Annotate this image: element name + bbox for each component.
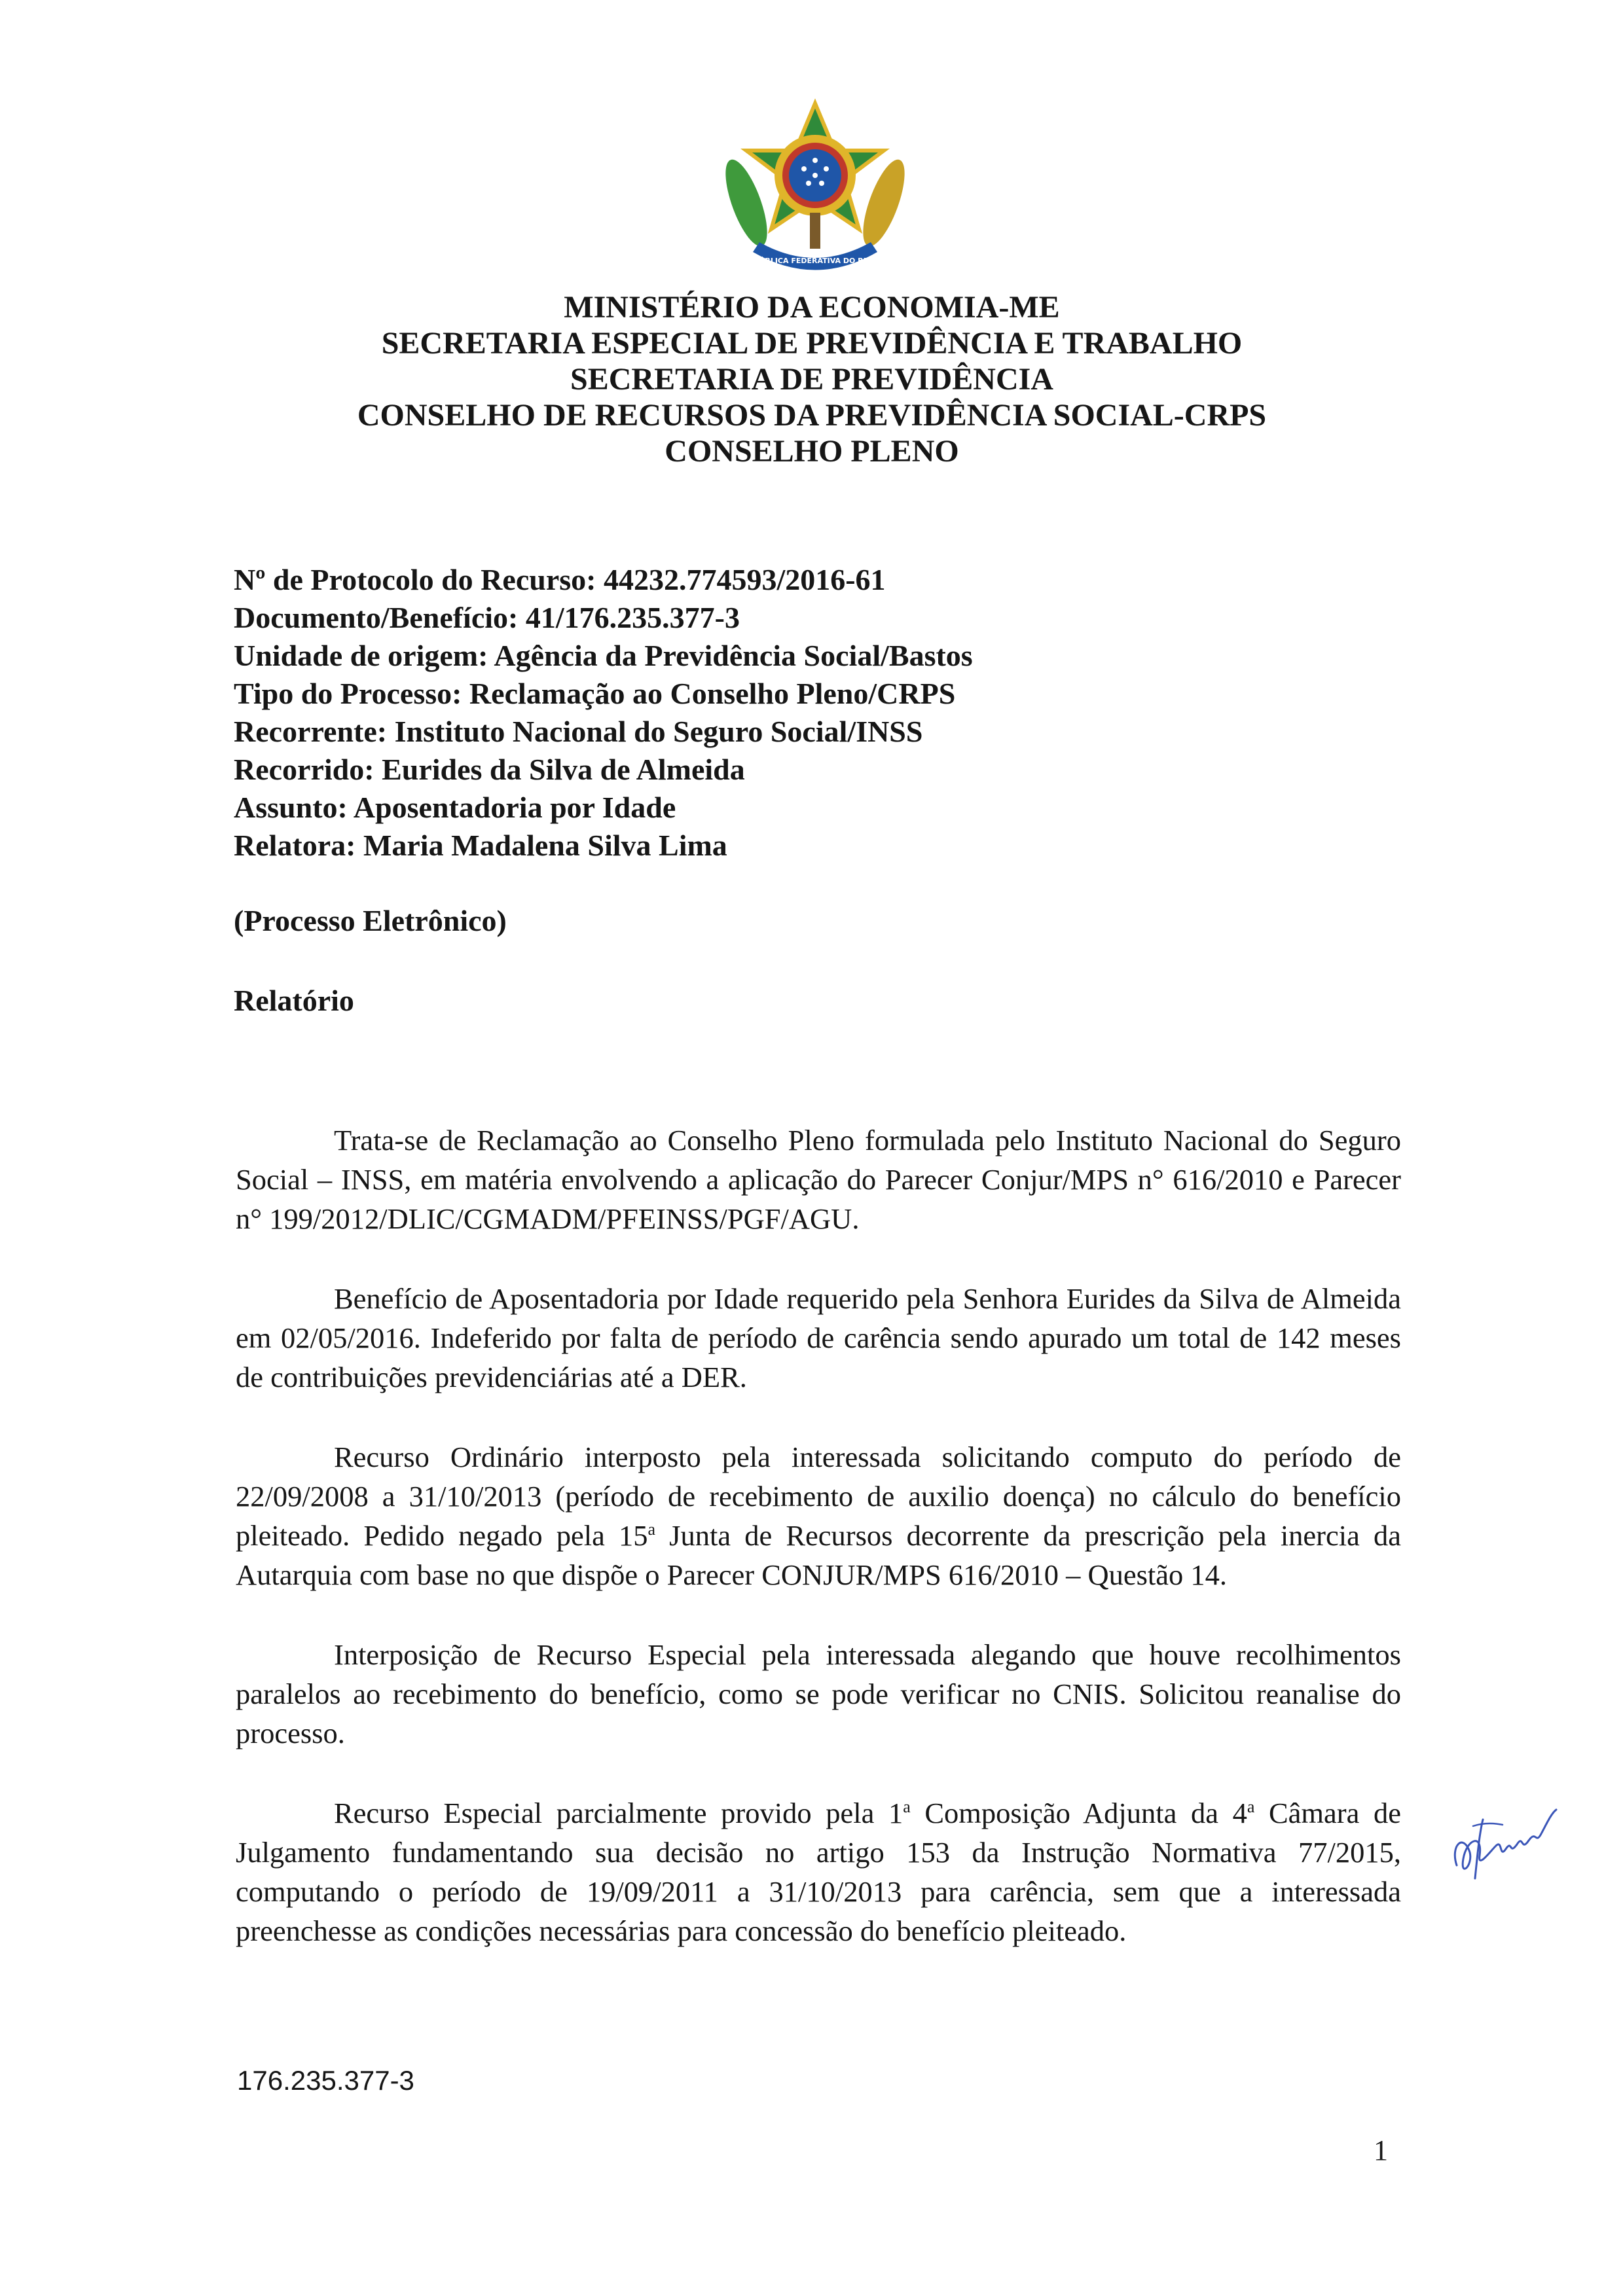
paragraph-3-part-b: Junta de Recursos decorrente da prescrição pela inercia da Autarquia com base no que dispõe o Parecer CONJUR/MPS 616/2010 – Questão 14. <box>236 1519 1401 1591</box>
emblem-left-branch <box>720 155 776 251</box>
coat-of-arms-icon <box>720 98 910 295</box>
electronic-process-label: (Processo Eletrônico) <box>234 904 507 937</box>
meta-subject: Assunto: Aposentadoria por Idade <box>234 791 676 824</box>
ordinal-superscript: a <box>903 1797 911 1817</box>
paragraph-3 <box>236 1437 1401 1594</box>
ordinal-superscript: a <box>1247 1797 1255 1817</box>
document-header <box>196 289 1427 469</box>
page-number: 1 <box>1374 2134 1388 2166</box>
meta-appellee: Recorrido: Eurides da Silva de Almeida <box>234 753 745 786</box>
ordinal-superscript: a <box>647 1520 656 1539</box>
header-secretariat: SECRETARIA DE PREVIDÊNCIA <box>570 362 1053 397</box>
meta-protocol: Nº de Protocolo do Recurso: 44232.774593/2016-61 <box>234 563 886 596</box>
emblem-right-branch <box>854 155 910 251</box>
meta-document: Documento/Benefício: 41/176.235.377-3 <box>234 601 740 634</box>
meta-rapporteur: Relatora: Maria Madalena Silva Lima <box>234 829 727 862</box>
process-metadata <box>234 561 973 865</box>
paragraph-3-part-a: Recurso Ordinário interposto pela interessada solicitando computo do período de 22/09/2008 a 31/10/2013 (período de recebimento de auxilio doença) no cálculo do benefício pleiteado. Pedido negado pela 15 <box>236 1441 1401 1552</box>
paragraph-5-part-a: Recurso Especial parcialmente provido pela 1 <box>334 1797 903 1829</box>
report-body <box>236 1121 1401 1991</box>
paragraph-5-part-b: Composição Adjunta da 4 <box>910 1797 1247 1829</box>
handwritten-signature <box>1444 1793 1561 1892</box>
report-heading: Relatório <box>234 984 354 1017</box>
header-council: CONSELHO DE RECURSOS DA PREVIDÊNCIA SOCIAL-CRPS <box>357 398 1267 433</box>
paragraph-1: Trata-se de Reclamação ao Conselho Pleno formulada pelo Instituto Nacional do Seguro Social – INSS, em matéria envolvendo a aplicação do Parecer Conjur/MPS n° 616/2010 e Parecer n° 199/2012/DLIC/CGMADM/PFEINSS/PGF/AGU. <box>236 1124 1401 1235</box>
meta-process-type: Tipo do Processo: Reclamação ao Conselho Pleno/CRPS <box>234 677 956 710</box>
header-plenary: CONSELHO PLENO <box>665 434 959 469</box>
header-special-secretariat: SECRETARIA ESPECIAL DE PREVIDÊNCIA E TRABALHO <box>381 326 1243 361</box>
emblem-sword <box>810 213 820 249</box>
meta-origin-unit: Unidade de origem: Agência da Previdência Social/Bastos <box>234 639 973 672</box>
paragraph-5-part-c: Câmara de Julgamento fundamentando sua decisão no artigo 153 da Instrução Normativa 77/2015, computando o período de 19/09/2011 a 31/10/2013 para carência, sem que a interessada preenchesse as condições necessárias para concessão do benefício pleiteado. <box>236 1797 1401 1947</box>
paragraph-2: Benefício de Aposentadoria por Idade requerido pela Senhora Eurides da Silva de Almeida em 02/05/2016. Indeferido por falta de período de carência sendo apurado um total de 142 meses de contribuições previdenciárias até a DER. <box>236 1282 1401 1393</box>
paragraph-5 <box>236 1793 1401 1950</box>
document-number-footer: 176.235.377-3 <box>237 2065 414 2096</box>
emblem-text: REPÚBLICA FEDERATIVA DO BRASIL <box>743 257 887 265</box>
meta-appellant: Recorrente: Instituto Nacional do Seguro Social/INSS <box>234 715 923 748</box>
paragraph-4: Interposição de Recurso Especial pela interessada alegando que houve recolhimentos paralelos ao recebimento do benefício, como se pode verificar no CNIS. Solicitou reanalise do processo. <box>236 1638 1401 1749</box>
header-ministry: MINISTÉRIO DA ECONOMIA-ME <box>564 290 1060 325</box>
